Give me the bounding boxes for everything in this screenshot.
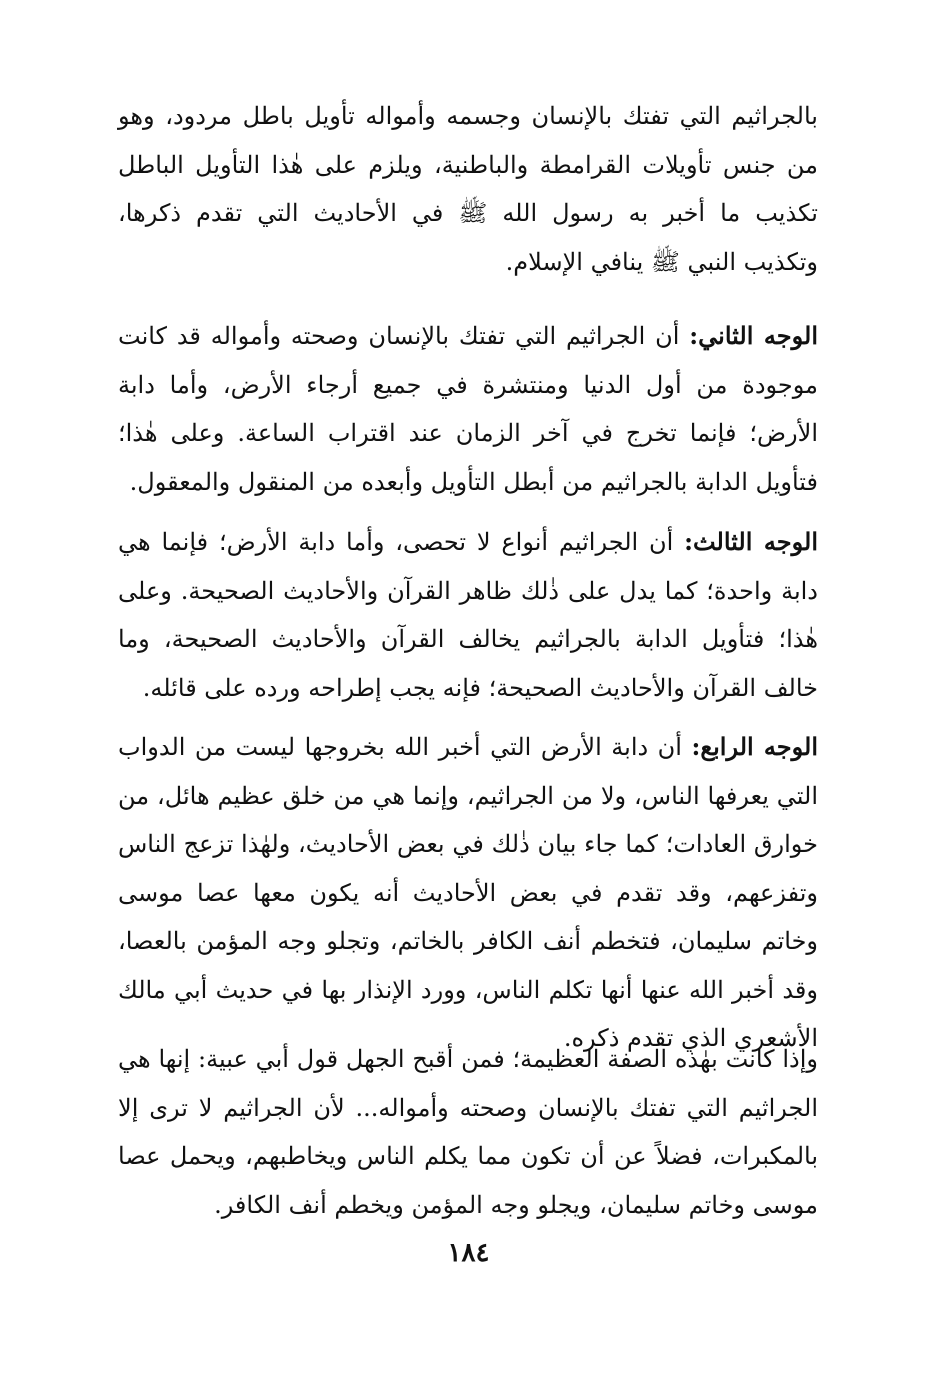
paragraph-conclusion <box>118 1035 818 1229</box>
paragraph-text: أن دابة الأرض التي أخبر الله بخروجها ليست من الدواب التي يعرفها الناس، ولا من الجراثيم، وإنما هي من خلق عظيم هائل، من خوارق العادات؛ كما جاء بيان ذٰلك في بعض الأحاديث، ولهٰذا تزعج الناس وتفزعهم، وقد تقدم في بعض الأحاديث أنه يكون معها عصا موسى وخاتم سليمان، فتخطم أنف الكافر بالخاتم، وتجلو وجه المؤمن بالعصا، وقد أخبر الله عنها أنها تكلم الناس، وورد الإنذار بها في حديث أبي مالك الأشعري الذي تقدم ذكره. <box>118 733 818 1052</box>
paragraph-text: أن الجراثيم التي تفتك بالإنسان وصحته وأمواله قد كانت موجودة من أول الدنيا ومنتشرة في جميع أرجاء الأرض، وأما دابة الأرض؛ فإنما تخرج في آخر الزمان عند اقتراب الساعة. وعلى هٰذا؛ فتأويل الدابة بالجراثيم من أبطل التأويل وأبعده من المنقول والمعقول. <box>118 322 818 496</box>
paragraph-lead: الوجه الثالث: <box>684 527 818 556</box>
page-number: ١٨٤ <box>447 1238 490 1268</box>
paragraph-lead: الوجه الرابع: <box>691 732 818 761</box>
paragraph-third-aspect <box>118 518 818 712</box>
paragraph-text: بالجراثيم التي تفتك بالإنسان وجسمه وأمواله تأويل باطل مردود، وهو من جنس تأويلات القرامطة والباطنية، ويلزم على هٰذا التأويل الباطل تكذيب ما أخبر به رسول الله ﷺ في الأحاديث التي تقدم ذكرها، وتكذيب النبي ﷺ ينافي الإسلام. <box>118 102 818 276</box>
paragraph-lead: الوجه الثاني: <box>689 321 819 350</box>
paragraph-second-aspect <box>118 312 818 506</box>
paragraph-continuation <box>118 92 818 286</box>
paragraph-fourth-aspect <box>118 723 818 1063</box>
paragraph-text: وإذا كانت بهٰذه الصفة العظيمة؛ فمن أقبح الجهل قول أبي عبية: إنها هي الجراثيم التي تفتك بالإنسان وصحته وأمواله... لأن الجراثيم لا ترى إلا بالمكبرات، فضلاً عن أن تكون مما يكلم الناس ويخاطبهم، ويحمل عصا موسى وخاتم سليمان، ويجلو وجه المؤمن ويخطم أنف الكافر. <box>118 1045 818 1219</box>
paragraph-text: أن الجراثيم أنواع لا تحصى، وأما دابة الأرض؛ فإنما هي دابة واحدة؛ كما يدل على ذٰلك ظاهر القرآن والأحاديث الصحيحة. وعلى هٰذا؛ فتأويل الدابة بالجراثيم يخالف القرآن والأحاديث الصحيحة، وما خالف القرآن والأحاديث الصحيحة؛ فإنه يجب إطراحه ورده على قائله. <box>118 528 818 702</box>
